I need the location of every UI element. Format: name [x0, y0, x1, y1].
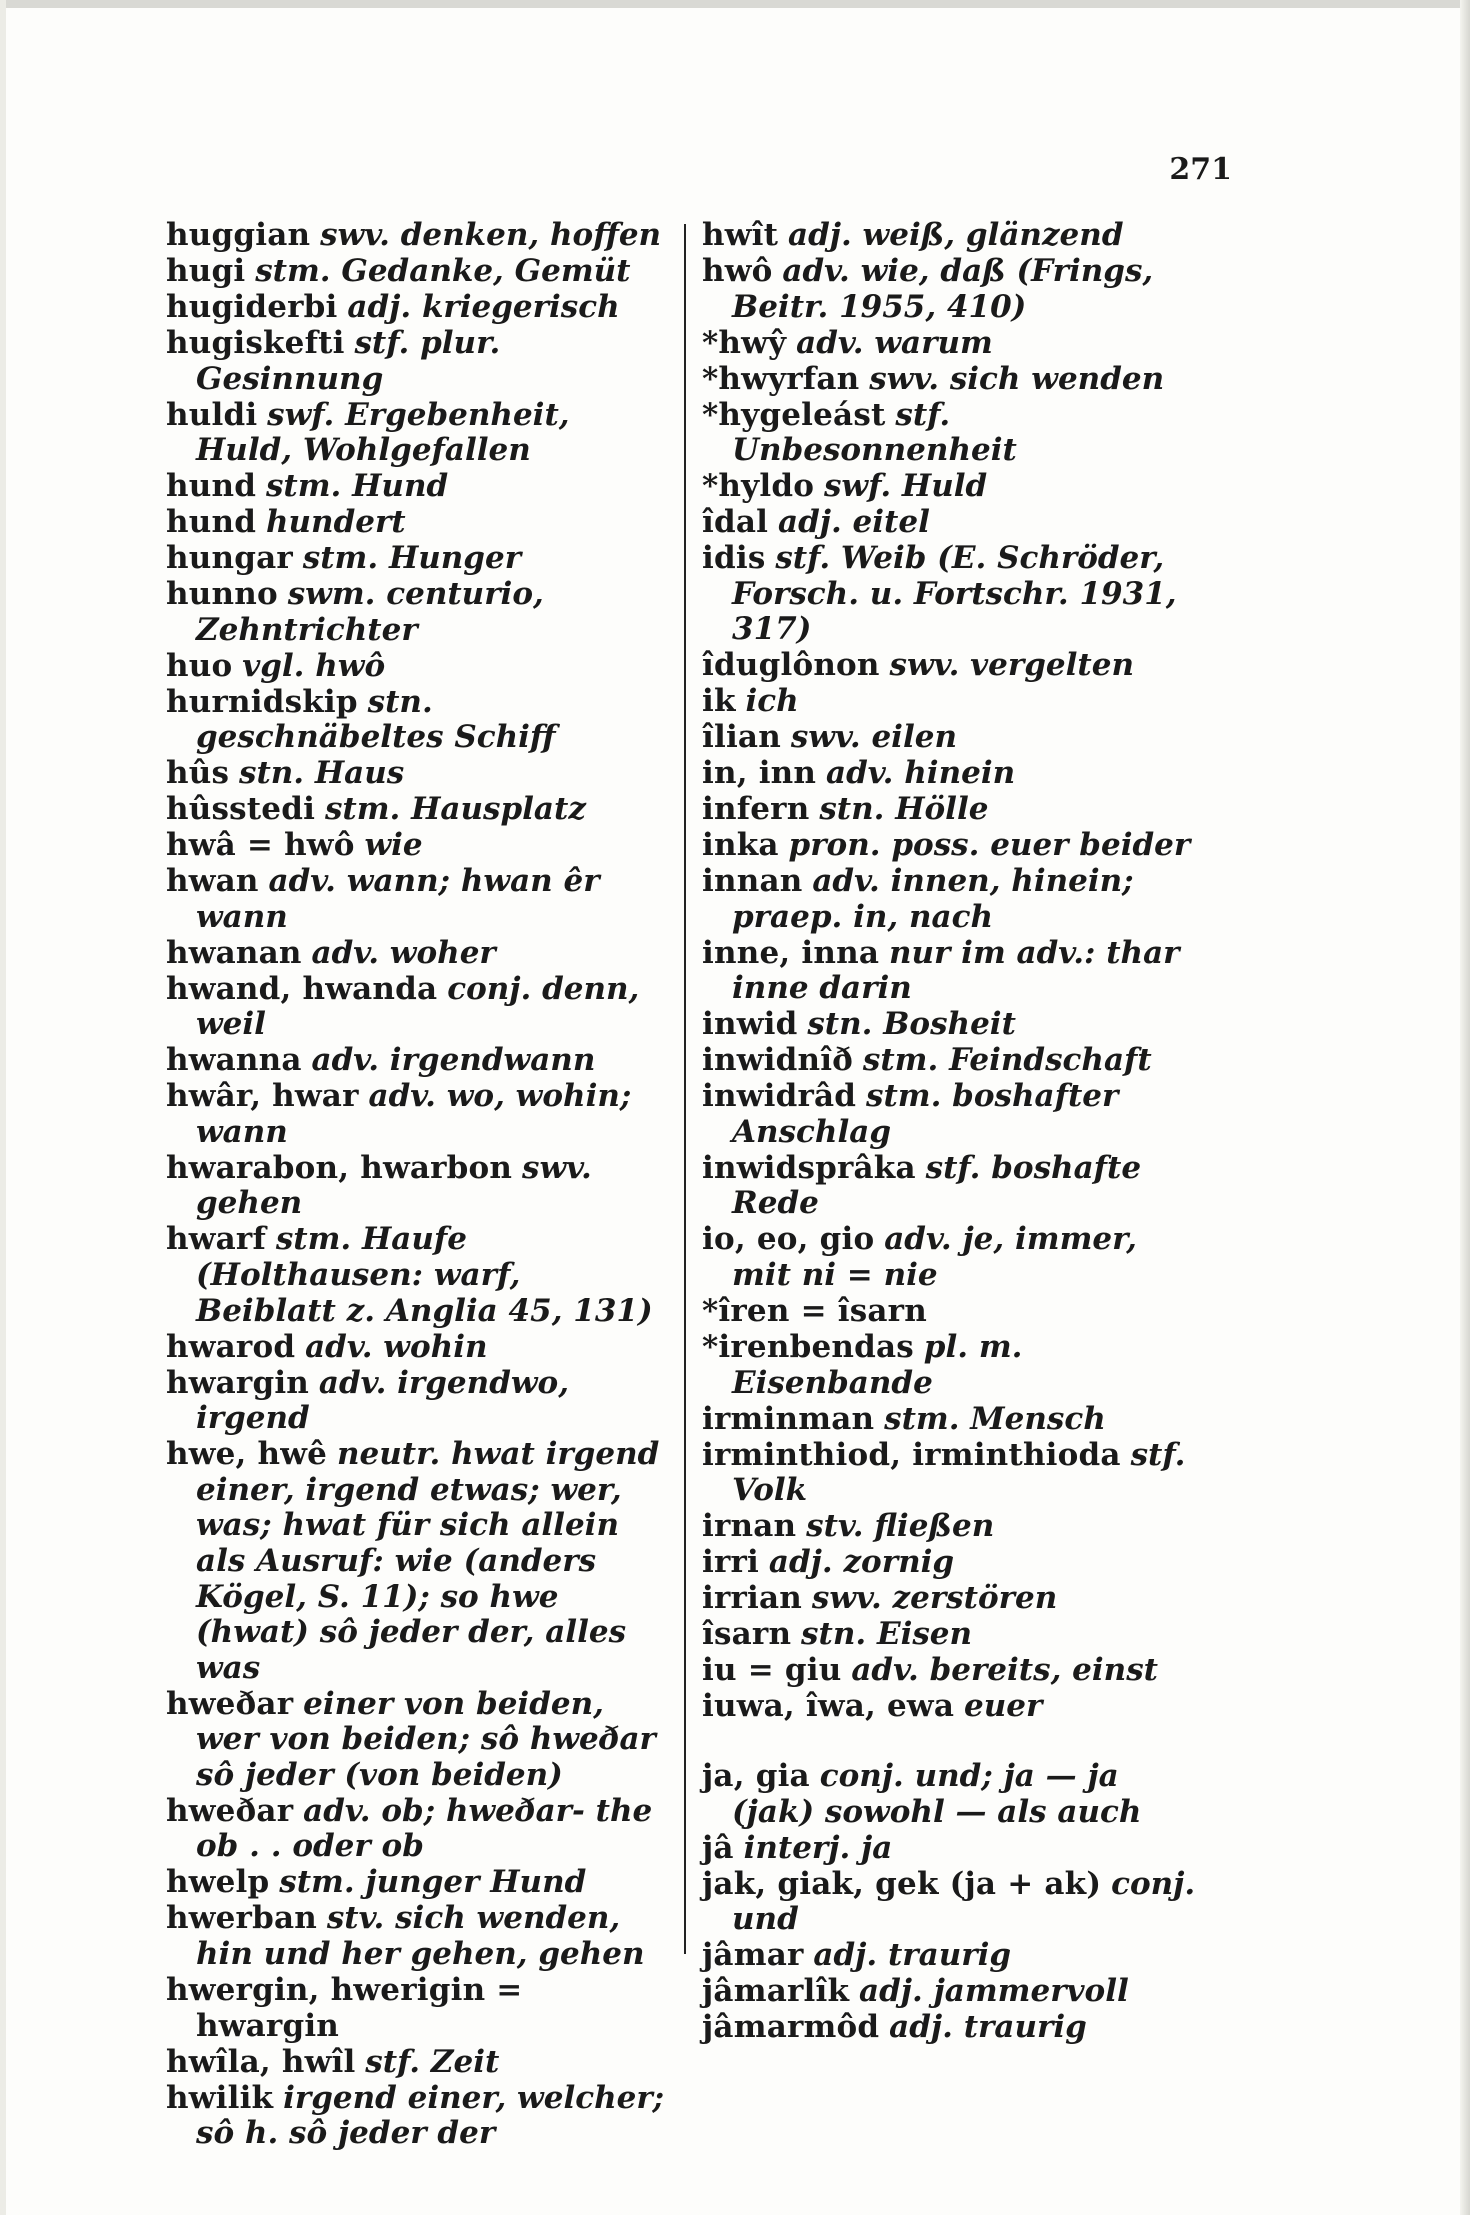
entry-definition: stf. Zeit	[365, 2043, 500, 2080]
entry-headword: hwarabon, hwarbon	[166, 1149, 513, 1186]
entry-headword: hugiderbi	[166, 288, 338, 325]
entry-headword: inwidrâd	[702, 1078, 857, 1115]
entry-headword: *hyldo	[702, 468, 815, 505]
dictionary-entry	[166, 1794, 670, 1865]
entry-definition: stm. Hund	[265, 468, 449, 505]
dictionary-entry	[166, 469, 670, 505]
dictionary-entry	[166, 1687, 670, 1794]
entry-definition: adv. woher	[311, 934, 496, 971]
entry-headword: îduglônon	[702, 647, 880, 684]
entry-definition: adv. bereits, einst	[851, 1652, 1158, 1689]
dictionary-entry	[166, 649, 670, 685]
entry-headword: *irenbendas	[702, 1329, 914, 1365]
entry-definition: irgend einer, welcher; sô h. sô jeder der	[196, 2079, 665, 2152]
entry-headword: jak, giak, gek (ja + ak)	[702, 1865, 1102, 1902]
entry-definition: hundert	[265, 504, 406, 541]
entry-definition: swm. centurio, Zehntrichter	[196, 576, 544, 648]
dictionary-entry	[166, 218, 670, 254]
entry-headword: hwâr, hwar	[166, 1078, 359, 1115]
entry-definition: adj. traurig	[813, 1937, 1012, 1974]
entry-headword: îdal	[702, 504, 769, 541]
entry-definition: adv. warum	[796, 324, 993, 361]
entry-definition: adv. wie, daß (Frings, Beitr. 1955, 410)	[732, 252, 1154, 325]
entry-headword: hund	[166, 468, 257, 505]
entry-definition: stf. Unbesonnenheit	[732, 396, 1017, 469]
entry-headword: huldi	[166, 396, 258, 433]
entry-headword: *hwyrfan	[702, 360, 860, 397]
entry-definition: stf. Weib (E. Schröder, Forsch. u. Fortschr. 1931, 317)	[732, 540, 1177, 648]
dictionary-entry	[702, 828, 1202, 864]
entry-headword: hwerban	[166, 1900, 317, 1937]
entry-headword: *hwŷ	[702, 324, 787, 361]
entry-definition: adj. jammervoll	[859, 1973, 1129, 2010]
entry-headword: inka	[702, 827, 779, 864]
dictionary-entry	[702, 792, 1202, 828]
entry-headword: hunno	[166, 576, 278, 613]
entry-headword: irrian	[702, 1580, 803, 1617]
entry-definition: stm. boshafter Anschlag	[732, 1078, 1119, 1150]
dictionary-entry	[702, 1581, 1202, 1617]
dictionary-entry	[166, 685, 670, 756]
column-divider	[684, 224, 686, 1954]
entry-definition: stf. Volk	[732, 1436, 1186, 1509]
dictionary-entry	[702, 1330, 1202, 1401]
entry-definition: einer von beiden, wer von beiden; sô hweðar sô jeder (von beiden)	[196, 1685, 656, 1793]
dictionary-entry	[166, 792, 670, 828]
entry-definition: stm. Feindschaft	[862, 1042, 1152, 1079]
dictionary-entry	[702, 1509, 1202, 1545]
dictionary-entry	[702, 1079, 1202, 1150]
entry-headword: hwanna	[166, 1042, 302, 1079]
entry-headword: huggian	[166, 217, 311, 253]
dictionary-entry	[702, 1831, 1202, 1867]
entry-headword: hwan	[166, 863, 259, 900]
entry-definition: adv. hinein	[826, 755, 1016, 792]
entry-headword: hwâ = hwô	[166, 827, 355, 864]
dictionary-entry	[166, 1222, 670, 1329]
dictionary-entry	[166, 1043, 670, 1079]
entry-definition: adj. zornig	[768, 1544, 955, 1581]
entry-headword: hweðar	[166, 1685, 294, 1722]
dictionary-entry	[166, 290, 670, 326]
entry-definition: stv. fließen	[806, 1508, 995, 1545]
entry-definition: conj. denn, weil	[196, 970, 640, 1043]
entry-definition: stn. Haus	[239, 755, 405, 792]
entry-definition: conj. und; ja — ja (jak) sowohl — als auch	[732, 1758, 1142, 1830]
dictionary-entry	[702, 1974, 1202, 2010]
entry-headword: hund	[166, 504, 257, 541]
dictionary-entry	[702, 398, 1202, 469]
dictionary-entry	[702, 1007, 1202, 1043]
entry-headword: hwe, hwê	[166, 1436, 328, 1473]
dictionary-entry	[702, 720, 1202, 756]
dictionary-entry	[702, 218, 1202, 254]
entry-definition: stn. Eisen	[801, 1616, 973, 1653]
entry-definition: adv. wohin	[305, 1328, 488, 1365]
dictionary-entry	[166, 1973, 670, 2044]
dictionary-entry	[702, 1043, 1202, 1079]
entry-definition: pl. m. Eisenbande	[732, 1329, 1023, 1401]
dictionary-entry	[702, 541, 1202, 648]
entry-headword: hwanan	[166, 934, 302, 971]
entry-headword: hwô	[702, 252, 773, 289]
entry-headword: huo	[166, 647, 233, 684]
entry-headword: irri	[702, 1544, 760, 1581]
entry-headword: hwergin, hwerigin = hwargin	[166, 1972, 523, 2044]
entry-definition: swv. sich wenden	[869, 360, 1165, 397]
entry-definition: swv. denken, hoffen	[320, 217, 662, 253]
dictionary-entry	[702, 1617, 1202, 1653]
entry-headword: *hygeleást	[702, 396, 886, 433]
entry-definition: stv. sich wenden, hin und her gehen, gehen	[196, 1900, 645, 1973]
dictionary-entry	[166, 936, 670, 972]
entry-headword: inwid	[702, 1006, 798, 1043]
entry-definition: adj. traurig	[889, 2009, 1087, 2046]
entry-headword: iuwa, îwa, ewa	[702, 1688, 955, 1725]
dictionary-entry	[702, 469, 1202, 505]
dictionary-entry	[166, 1151, 670, 1222]
entry-definition: stm. Hausplatz	[324, 791, 586, 828]
entry-headword: jâ	[702, 1829, 734, 1866]
dictionary-entry	[702, 1438, 1202, 1509]
entry-headword: in, inn	[702, 755, 817, 792]
entry-definition: swv. zerstören	[811, 1580, 1058, 1617]
dictionary-entry	[702, 2010, 1202, 2046]
dictionary-entry	[166, 1330, 670, 1366]
dictionary-entry	[166, 2045, 670, 2081]
dictionary-entry	[702, 1867, 1202, 1938]
dictionary-entry	[702, 1938, 1202, 1974]
entry-headword: îlian	[702, 719, 781, 756]
dictionary-entry	[702, 756, 1202, 792]
entry-headword: inwidsprâka	[702, 1149, 916, 1186]
dictionary-entry	[166, 541, 670, 577]
entry-definition: stm. Haufe (Holthausen: warf, Beiblatt z. Anglia 45, 131)	[196, 1221, 653, 1329]
page-edge-top	[0, 0, 1470, 8]
entry-headword: hwîla, hwîl	[166, 2043, 356, 2080]
entry-definition: nur im adv.: thar inne darin	[732, 934, 1180, 1007]
dictionary-entry	[702, 505, 1202, 541]
entry-headword: hungar	[166, 540, 293, 577]
entry-headword: hugi	[166, 252, 246, 289]
entry-definition: adv. wo, wohin; wann	[196, 1078, 632, 1150]
entry-headword: jâmar	[702, 1937, 804, 1974]
entry-definition: adv. innen, hinein; praep. in, nach	[732, 863, 1134, 935]
entry-definition: adv. wann; hwan êr wann	[196, 863, 600, 935]
dictionary-entry	[166, 1366, 670, 1437]
dictionary-entry	[166, 1865, 670, 1901]
entry-definition: swf. Huld	[823, 468, 988, 505]
entry-headword: ja, gia	[702, 1758, 810, 1795]
entry-headword: infern	[702, 791, 810, 828]
page-edge-right	[1460, 0, 1470, 2215]
dictionary-entry	[702, 1545, 1202, 1581]
dictionary-entry	[702, 1402, 1202, 1438]
entry-headword: hurnidskip	[166, 683, 358, 720]
entry-headword: hûs	[166, 755, 230, 792]
entry-headword: hwît	[702, 217, 779, 253]
entry-definition: neutr. hwat irgend einer, irgend etwas; wer, was; hwat für sich allein als Ausruf: wie (anders Kögel, S. 11); so hwe (hwat) sô jeder der, alles was	[196, 1436, 660, 1686]
dictionary-entry	[702, 362, 1202, 398]
dictionary-entry	[166, 828, 670, 864]
dictionary-entry	[702, 254, 1202, 325]
entry-definition: adj. weiß, glänzend	[787, 217, 1124, 253]
entry-headword: idis	[702, 540, 766, 577]
entry-headword: *îren = îsarn	[702, 1293, 927, 1330]
dictionary-entry	[702, 1653, 1202, 1689]
dictionary-entry	[702, 1759, 1202, 1830]
dictionary-entry	[166, 864, 670, 935]
dictionary-entry	[166, 505, 670, 541]
dictionary-entry	[702, 1222, 1202, 1293]
dictionary-entry	[702, 1151, 1202, 1222]
entry-headword: inwidnîð	[702, 1042, 854, 1079]
entry-definition: adv. je, immer, mit ni = nie	[732, 1221, 1137, 1294]
entry-headword: inne, inna	[702, 934, 880, 971]
entry-headword: hwargin	[166, 1364, 310, 1401]
entry-definition: swv. eilen	[790, 719, 957, 756]
dictionary-entry	[166, 756, 670, 792]
entry-definition: stf. boshafte Rede	[732, 1149, 1142, 1222]
entry-definition: vgl. hwô	[242, 647, 386, 684]
entry-headword: îsarn	[702, 1616, 792, 1653]
entry-headword: hweðar	[166, 1792, 294, 1829]
right-column	[702, 218, 1202, 2046]
entry-definition: stn. geschnäbeltes Schiff	[196, 683, 556, 756]
entry-definition: stm. junger Hund	[279, 1864, 587, 1901]
dictionary-entry	[166, 326, 670, 397]
entry-definition: stn. Bosheit	[807, 1006, 1016, 1043]
entry-definition: euer	[963, 1688, 1043, 1725]
entry-headword: hwarf	[166, 1221, 266, 1258]
entry-headword: io, eo, gio	[702, 1221, 875, 1258]
entry-definition: adj. kriegerisch	[347, 288, 620, 325]
entry-definition: stm. Hunger	[302, 540, 522, 577]
entry-definition: stn. Hölle	[819, 791, 989, 828]
entry-headword: hwand, hwanda	[166, 970, 438, 1007]
entry-definition: pron. poss. euer beider	[788, 827, 1191, 864]
entry-definition: ich	[745, 683, 799, 720]
entry-definition: stm. Mensch	[884, 1400, 1106, 1437]
dictionary-entry	[702, 936, 1202, 1007]
page-edge-left	[0, 0, 6, 2215]
dictionary-entry	[166, 254, 670, 290]
entry-definition: adv. irgendwo, irgend	[196, 1364, 570, 1437]
entry-definition: interj. ja	[743, 1829, 893, 1866]
entry-headword: hwilik	[166, 2079, 274, 2116]
dictionary-entry	[702, 1689, 1202, 1725]
entry-definition: adj. eitel	[777, 504, 930, 541]
entry-headword: hûsstedi	[166, 791, 316, 828]
entry-definition: conj. und	[732, 1865, 1196, 1938]
entry-definition: swv. gehen	[196, 1149, 592, 1222]
entry-definition: stm. Gedanke, Gemüt	[255, 252, 631, 289]
entry-definition: wie	[364, 827, 423, 864]
dictionary-entry	[702, 684, 1202, 720]
dictionary-entry	[166, 1437, 670, 1686]
dictionary-entry	[166, 1079, 670, 1150]
entry-headword: hugiskefti	[166, 324, 345, 361]
entry-headword: irminthiod, irminthioda	[702, 1436, 1121, 1473]
section-gap	[702, 1725, 1202, 1759]
dictionary-entry	[702, 1294, 1202, 1330]
entry-headword: irnan	[702, 1508, 797, 1545]
entry-headword: jâmarmôd	[702, 2009, 880, 2046]
dictionary-entry	[702, 648, 1202, 684]
page-number: 271	[1169, 152, 1232, 187]
entry-headword: ik	[702, 683, 736, 720]
entry-definition: swf. Ergebenheit, Huld, Wohlgefallen	[196, 396, 570, 469]
dictionary-entry	[166, 577, 670, 648]
dictionary-entry	[166, 972, 670, 1043]
dictionary-entry	[166, 1901, 670, 1972]
entry-headword: innan	[702, 863, 803, 900]
entry-headword: iu = giu	[702, 1652, 842, 1689]
entry-headword: irminman	[702, 1400, 875, 1437]
entry-headword: hwarod	[166, 1328, 296, 1365]
entry-definition: swv. vergelten	[889, 647, 1134, 684]
left-column	[166, 218, 670, 2152]
entry-definition: adv. irgendwann	[311, 1042, 596, 1079]
entry-definition: stf. plur. Gesinnung	[196, 324, 501, 397]
dictionary-entry	[166, 398, 670, 469]
dictionary-entry	[166, 2081, 670, 2152]
entry-definition: adv. ob; hweðar- the ob . . oder ob	[196, 1792, 653, 1865]
dictionary-entry	[702, 864, 1202, 935]
dictionary-entry	[702, 326, 1202, 362]
entry-headword: jâmarlîk	[702, 1973, 850, 2010]
entry-headword: hwelp	[166, 1864, 270, 1901]
